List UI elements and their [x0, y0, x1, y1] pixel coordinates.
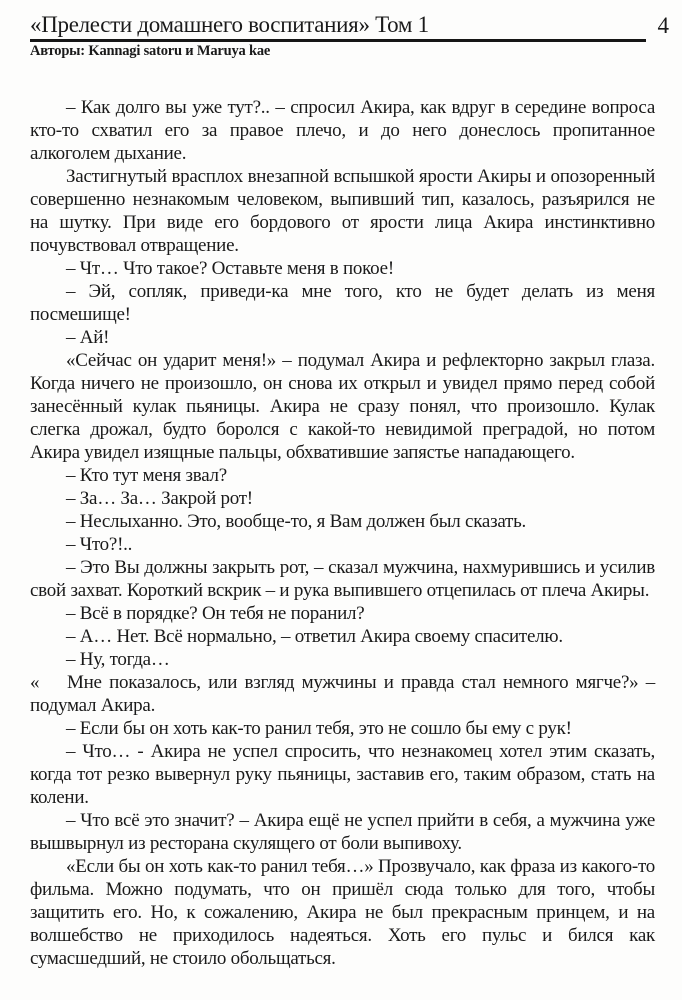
paragraph-text: – Кто тут меня звал?: [66, 465, 227, 486]
paragraph: [30, 855, 655, 970]
paragraph: [30, 556, 655, 602]
paragraph-text: – Что всё это значит? – Акира ещё не успел прийти в себя, а мужчина уже вышвырнул из ресторана скулящего от боли выпивоху.: [30, 810, 655, 854]
paragraph: [30, 96, 655, 165]
book-title: «Прелести домашнего воспитания» Том 1: [30, 12, 429, 37]
paragraph: [30, 625, 655, 648]
paragraph-text: – А… Нет. Всё нормально, – ответил Акира своему спасителю.: [66, 626, 563, 647]
paragraph-text: – Неслыханно. Это, вообще-то, я Вам должен был сказать.: [66, 511, 527, 532]
paragraph: [30, 280, 655, 326]
paragraph: [30, 165, 655, 257]
paragraph-text: «Сейчас он ударит меня!» – подумал Акира и рефлекторно закрыл глаза. Когда ничего не произошло, он снова их открыл и увидел прямо перед собой занесённый кулак пьяницы. Акира не сразу понял, что произошло. Кулак слегка дрожал, будто боролся с какой-то невидимой преградой, но потом Акира увидел изящные пальцы, обхватившие запястье нападающего.: [30, 350, 655, 463]
paragraph-text: – За… За… Закрой рот!: [66, 488, 253, 509]
paragraph: [30, 648, 655, 671]
paragraph-text: «Если бы он хоть как-то ранил тебя…» Прозвучало, как фраза из какого-то фильма. Можно подумать, что он пришёл сюда только для того, чтобы защитить его. Но, к сожалению, Акира не был прекрасным принцем, и на волшебство не приходилось надеяться. Хоть его пульс и бился как сумасшедший, не стоило обольщаться.: [30, 856, 655, 969]
paragraph: [30, 602, 655, 625]
paragraph-text: – Как долго вы уже тут?.. – спросил Акира, как вдруг в середине вопроса кто-то схватил его за правое плечо, и до него донеслось пропитанное алкоголем дыхание.: [30, 97, 655, 164]
header-divider: [30, 39, 646, 42]
paragraph: [30, 464, 655, 487]
page-body: [30, 96, 655, 970]
paragraph-text: – Эй, сопляк, приведи-ка мне того, кто не будет делать из меня посмешище!: [30, 281, 655, 325]
paragraph-text: Застигнутый врасплох внезапной вспышкой ярости Акиры и опозоренный совершенно незнакомым человеком, выпивший тип, казалось, разъярился не на шутку. При виде его бордового от ярости лица Акира инстинктивно почувствовал отвращение.: [30, 166, 655, 256]
paragraph: [30, 740, 655, 809]
authors-line: Авторы: Kannagi satoru и Maruya kae: [30, 43, 271, 59]
paragraph-text: – Что… - Акира не успел спросить, что незнакомец хотел этим сказать, когда тот резко вывернул руку пьяницы, заставив его, таким образом, стать на колени.: [30, 741, 655, 808]
hanging-quote-mark: «: [30, 672, 40, 693]
paragraph-text: – Это Вы должны закрыть рот, – сказал мужчина, нахмурившись и усилив свой захват. Короткий вскрик – и рука выпившего отцепилась от плеча Акиры.: [30, 557, 655, 601]
paragraph: [30, 510, 655, 533]
paragraph: [30, 257, 655, 280]
paragraph-text: – Всё в порядке? Он тебя не поранил?: [66, 603, 365, 624]
paragraph: [30, 671, 655, 717]
paragraph-text: – Если бы он хоть как-то ранил тебя, это не сошло бы ему с рук!: [66, 718, 572, 739]
paragraph: [30, 349, 655, 464]
paragraph: [30, 326, 655, 349]
paragraph: [30, 487, 655, 510]
paragraph-text: Мне показалось, или взгляд мужчины и правда стал немного мягче?» – подумал Акира.: [30, 672, 655, 716]
paragraph: [30, 809, 655, 855]
paragraph-text: – Что?!..: [66, 534, 133, 555]
paragraph: [30, 533, 655, 556]
page-number: 4: [657, 13, 669, 38]
paragraph: [30, 717, 655, 740]
paragraph-text: – Чт… Что такое? Оставьте меня в покое!: [66, 258, 394, 279]
paragraph-text: – Ай!: [66, 327, 110, 348]
paragraph-text: – Ну, тогда…: [66, 649, 170, 670]
